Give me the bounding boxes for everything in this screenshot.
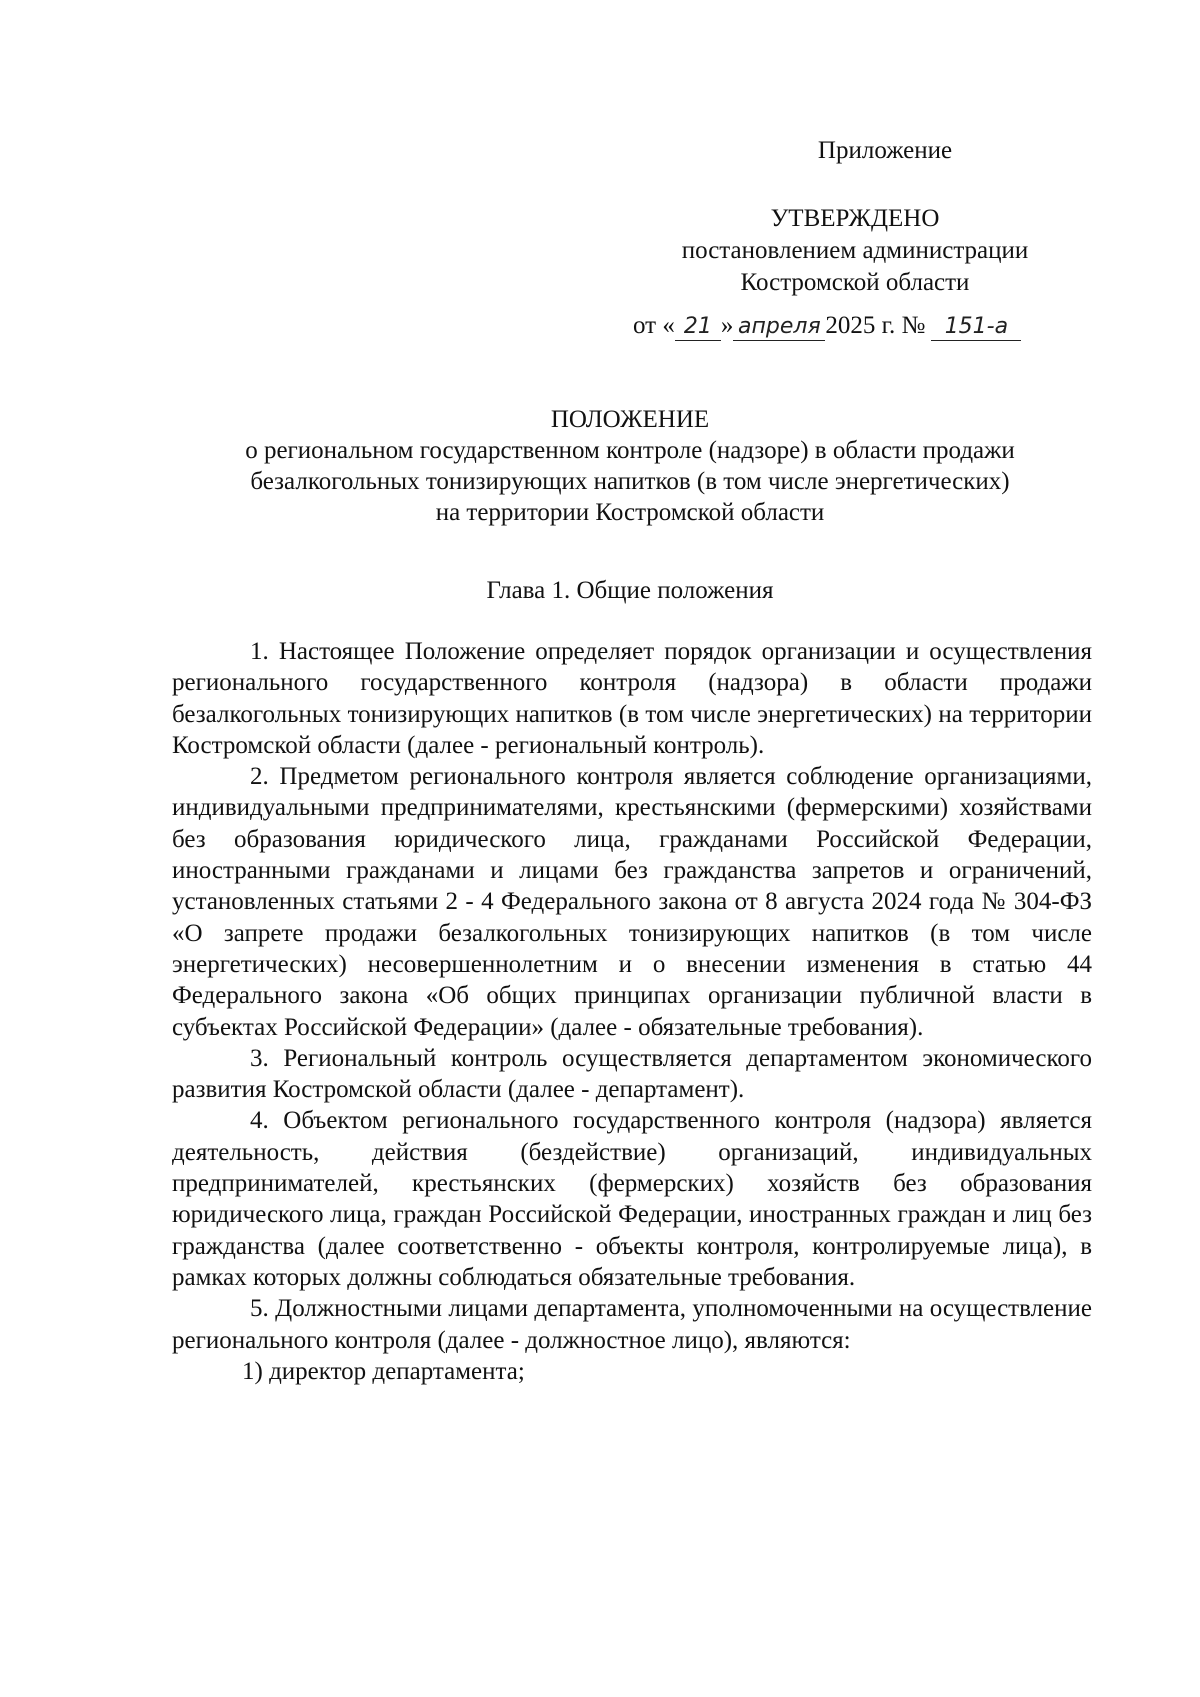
approved-by-line-2: Костромской области xyxy=(740,269,970,296)
approved-label: УТВЕРЖДЕНО xyxy=(770,205,940,232)
handwritten-number: 151-а xyxy=(931,314,1021,341)
date-day-close: » xyxy=(720,312,734,339)
document-title: ПОЛОЖЕНИЕ xyxy=(550,406,710,433)
date-number-line xyxy=(633,312,1021,341)
approved-by-line-1: постановлением администрации xyxy=(681,237,1029,264)
document-subtitle-line-3: на территории Костромской области xyxy=(435,499,825,526)
document-body xyxy=(172,636,1092,1387)
handwritten-month: апреля xyxy=(733,314,825,341)
paragraph-2: 2. Предметом регионального контроля является соблюдение организациями, индивидуальными предпринимателями, крестьянскими (фермерскими) хозяйствами без образования юридического лица, гражданами Российской Федерации, иностранными гражданами и лицами без гражданства запретов и ограничений, установленных статьями 2 - 4 Федерального закона от 8 августа 2024 года № 304-ФЗ «О запрете продажи безалкогольных тонизирующих напитков (в том числе энергетических) несовершеннолетним и о внесении изменения в статью 44 Федерального закона «Об общих принципах организации публичной власти в субъектах Российской Федерации» (далее - обязательные требования). xyxy=(172,763,1092,1041)
list-item-1: 1) директор департамента; xyxy=(242,1357,525,1385)
handwritten-day: 21 xyxy=(675,314,721,341)
date-prefix: от « xyxy=(633,312,675,339)
chapter-heading: Глава 1. Общие положения xyxy=(486,577,774,604)
paragraph-1: 1. Настоящее Положение определяет порядок организации и осуществления регионального государственного контроля (надзора) в области продажи безалкогольных тонизирующих напитков (в том числе энергетических) на территории Костромской области (далее - региональный контроль). xyxy=(172,638,1092,759)
paragraph-4: 4. Объектом регионального государственного контроля (надзора) является деятельность, действия (бездействие) организаций, индивидуальных предпринимателей, крестьянских (фермерских) хозяйств без образования юридического лица, граждан Российской Федерации, иностранных граждан и лиц без гражданства (далее соответственно - объекты контроля, контролируемые лица), в рамках которых должны соблюдаться обязательные требования. xyxy=(172,1107,1092,1291)
date-year-number: 2025 г. № xyxy=(825,312,926,339)
document-subtitle-line-1: о региональном государственном контроле (надзоре) в области продажи xyxy=(245,437,1015,464)
document-title-block xyxy=(140,404,1120,528)
appendix-label: Приложение xyxy=(817,137,953,164)
paragraph-3: 3. Региональный контроль осуществляется департаментом экономического развития Костромской области (далее - департамент). xyxy=(172,1044,1092,1104)
document-subtitle-line-2: безалкогольных тонизирующих напитков (в том числе энергетических) xyxy=(250,468,1010,495)
paragraph-5: 5. Должностными лицами департамента, уполномоченными на осуществление регионального контроля (далее - должностное лицо), являются: xyxy=(172,1295,1092,1354)
